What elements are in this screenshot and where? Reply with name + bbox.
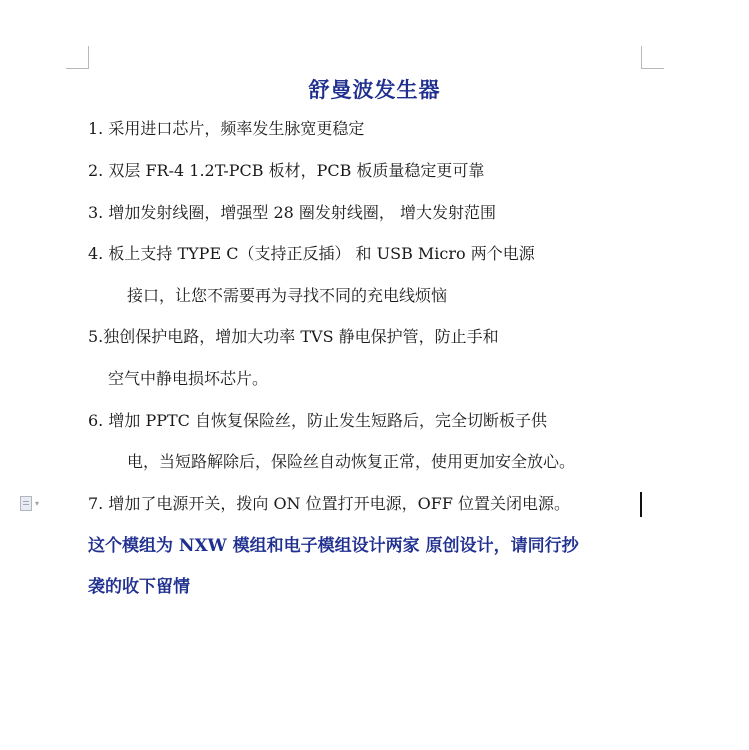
chevron-down-icon: ▾ (35, 498, 40, 508)
text-cursor (640, 492, 642, 517)
document-icon (20, 496, 32, 511)
list-item-continuation: 电，当短路解除后，保险丝自动恢复正常，使用更加安全放心。 (127, 452, 576, 471)
paragraph-options-button[interactable] (20, 495, 48, 511)
list-item: 5.独创保护电路，增加大功率 TVS 静电保护管，防止手和 (88, 327, 499, 346)
list-item: 7. 增加了电源开关，拨向 ON 位置打开电源，OFF 位置关闭电源。 (88, 494, 571, 513)
list-item: 3. 增加发射线圈，增强型 28 圈发射线圈， 增大发射范围 (88, 203, 496, 222)
highlight-notice-line: 袭的收下留情 (88, 577, 190, 597)
list-item: 6. 增加 PPTC 自恢复保险丝，防止发生短路后，完全切断板子供 (88, 411, 547, 430)
highlight-notice-line: 这个模组为 NXW 模组和电子模组设计两家 原创设计，请同行抄 (88, 536, 579, 556)
list-item: 2. 双层 FR-4 1.2T-PCB 板材，PCB 板质量稳定更可靠 (88, 161, 485, 180)
page-corner-mark-top-left (66, 46, 89, 69)
list-item-continuation: 空气中静电损坏芯片。 (108, 369, 269, 388)
page-corner-mark-top-right (641, 46, 664, 69)
list-item: 4. 板上支持 TYPE C（支持正反插） 和 USB Micro 两个电源 (88, 244, 535, 263)
list-item: 1. 采用进口芯片，频率发生脉宽更稳定 (88, 119, 365, 138)
list-item-continuation: 接口，让您不需要再为寻找不同的充电线烦恼 (127, 286, 448, 305)
document-title: 舒曼波发生器 (308, 77, 441, 102)
